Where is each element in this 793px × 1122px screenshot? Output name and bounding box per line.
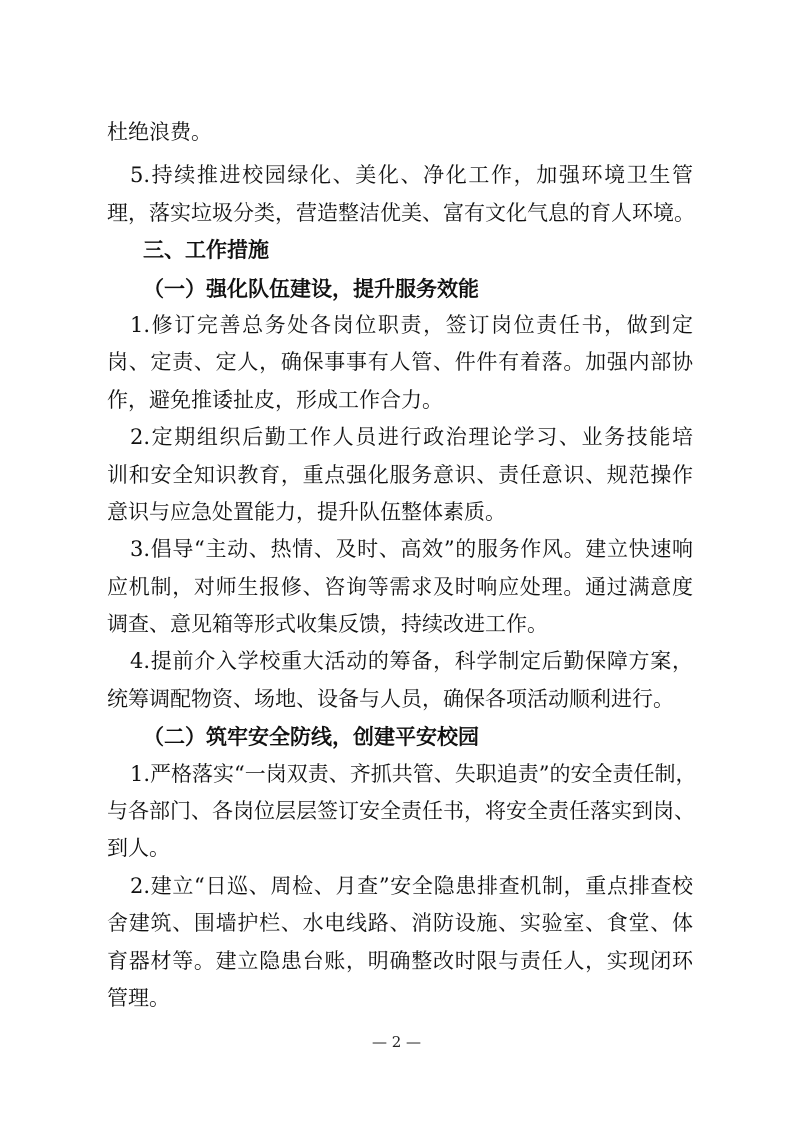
paragraph [107, 307, 693, 419]
text-line: 2.定期组织后勤工作人员进行政治理论学习、业务技能培 [130, 425, 693, 450]
text-line: 调查、意见箱等形式收集反馈，持续改进工作。 [107, 612, 548, 637]
subsection-heading [107, 270, 693, 307]
document-body [107, 114, 697, 1017]
text-line: 应机制，对师生报修、咨询等需求及时响应处理。通过满意度 [107, 574, 693, 599]
subsection-heading [107, 718, 693, 755]
text-line: （一）强化队伍建设，提升服务效能 [143, 275, 479, 301]
text-line: 统筹调配物资、场地、设备与人员，确保各项活动顺利进行。 [107, 686, 674, 711]
text-line: 作，避免推诿扯皮，形成工作合力。 [107, 387, 443, 412]
paragraph [107, 643, 693, 718]
text-line: 3.倡导“主动、热情、及时、高效”的服务作风。建立快速响 [130, 537, 693, 562]
text-line: 5.持续推进校园绿化、美化、净化工作，加强环境卫生管 [130, 163, 693, 188]
text-line: 三、工作措施 [143, 238, 269, 263]
paragraph [107, 419, 693, 531]
paragraph [107, 157, 693, 232]
paragraph [107, 868, 693, 1018]
text-line: 1.严格落实“一岗双责、齐抓共管、失职追责”的安全责任制， [130, 761, 697, 786]
text-line: 2.建立“日巡、周检、月查”安全隐患排查机制，重点排查校 [130, 873, 693, 898]
text-line: 岗、定责、定人，确保事事有人管、件件有着落。加强内部协 [107, 350, 693, 375]
text-line: 4.提前介入学校重大活动的筹备，科学制定后勤保障方案， [130, 649, 693, 674]
text-line: 训和安全知识教育，重点强化服务意识、责任意识、规范操作 [107, 462, 693, 487]
text-line: 与各部门、各岗位层层签订安全责任书，将安全责任落实到岗、 [107, 799, 695, 824]
text-line: 1.修订完善总务处各岗位职责，签订岗位责任书，做到定 [130, 312, 693, 337]
paragraph [107, 756, 697, 868]
text-line: 理，落实垃圾分类，营造整洁优美、富有文化气息的育人环境。 [107, 200, 695, 225]
text-line: 舍建筑、围墙护栏、水电线路、消防设施、实验室、食堂、体 [107, 911, 693, 936]
paragraph [107, 531, 693, 643]
text-line: 杜绝浪费。 [107, 120, 212, 144]
paragraph [107, 114, 693, 151]
text-line: 意识与应急处置能力，提升队伍整体素质。 [107, 499, 506, 524]
text-line: 育器材等。建立隐患台账，明确整改时限与责任人，实现闭环 [107, 948, 693, 973]
page-number: — 2 — [371, 1033, 422, 1051]
section-heading [107, 232, 693, 269]
text-line: 到人。 [107, 836, 170, 861]
text-line: 管理。 [107, 985, 170, 1010]
text-line: （二）筑牢安全防线，创建平安校园 [143, 724, 479, 750]
